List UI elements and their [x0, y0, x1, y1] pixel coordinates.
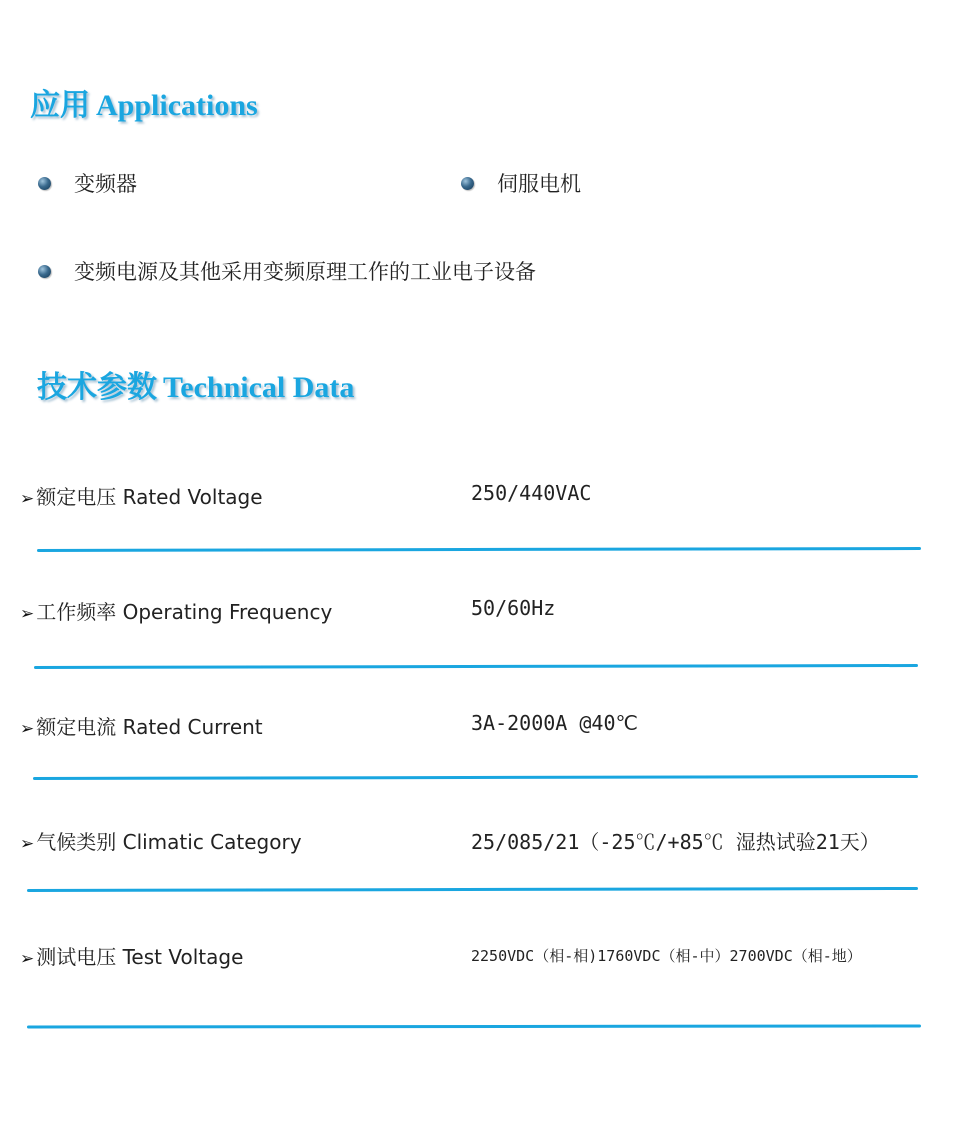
- spec-label: [20, 826, 302, 855]
- arrowhead-icon: ➢: [20, 489, 35, 509]
- arrowhead-icon: ➢: [20, 719, 35, 739]
- application-item-label: 变频电源及其他采用变频原理工作的工业电子设备: [74, 260, 536, 284]
- sphere-bullet-icon: [38, 177, 51, 190]
- spec-row-test-voltage: [0, 941, 960, 981]
- application-item-label: 伺服电机: [497, 172, 581, 196]
- row-divider: [34, 664, 918, 669]
- technical-data-title: [37, 362, 354, 406]
- technical-data-title-cn: 技术参数: [37, 371, 157, 404]
- spec-label-text: 测试电压 Test Voltage: [36, 945, 244, 969]
- arrowhead-icon: ➢: [20, 834, 35, 854]
- spec-label-text: 气候类别 Climatic Category: [36, 830, 302, 854]
- row-divider: [27, 887, 918, 892]
- spec-label: [20, 941, 243, 970]
- row-divider: [33, 775, 918, 780]
- spec-row-climatic-category: [0, 826, 960, 866]
- spec-label: [20, 481, 263, 510]
- spec-row-operating-frequency: [0, 596, 960, 636]
- spec-label-text: 额定电压 Rated Voltage: [36, 485, 263, 509]
- spec-value: 50/60Hz: [471, 596, 556, 620]
- spec-value: 25/085/21（-25℃/+85℃ 湿热试验21天）: [471, 830, 880, 854]
- spec-label: [20, 596, 332, 625]
- row-divider: [37, 547, 921, 552]
- applications-title: [30, 80, 258, 124]
- technical-data-title-en: Technical Data: [163, 371, 355, 404]
- spec-value: 3A-2000A @40℃: [471, 711, 638, 735]
- sphere-bullet-icon: [38, 265, 51, 278]
- application-item-label: 变频器: [74, 172, 137, 196]
- arrowhead-icon: ➢: [20, 604, 35, 624]
- spec-label-text: 额定电流 Rated Current: [36, 715, 263, 739]
- spec-row-rated-voltage: [0, 481, 960, 521]
- spec-value: 250/440VAC: [471, 481, 592, 505]
- application-item: [461, 168, 581, 198]
- applications-title-cn: 应用: [30, 89, 90, 122]
- application-item: [38, 256, 536, 286]
- spec-label-text: 工作频率 Operating Frequency: [36, 600, 333, 624]
- spec-label: [20, 711, 263, 740]
- arrowhead-icon: ➢: [20, 949, 35, 969]
- spec-row-rated-current: [0, 711, 960, 751]
- spec-value: 2250VDC（相-相)1760VDC（相-中）2700VDC（相-地）: [471, 947, 862, 965]
- row-divider: [27, 1024, 921, 1028]
- sphere-bullet-icon: [461, 177, 474, 190]
- application-item: [38, 168, 137, 198]
- applications-title-en: Applications: [96, 89, 258, 122]
